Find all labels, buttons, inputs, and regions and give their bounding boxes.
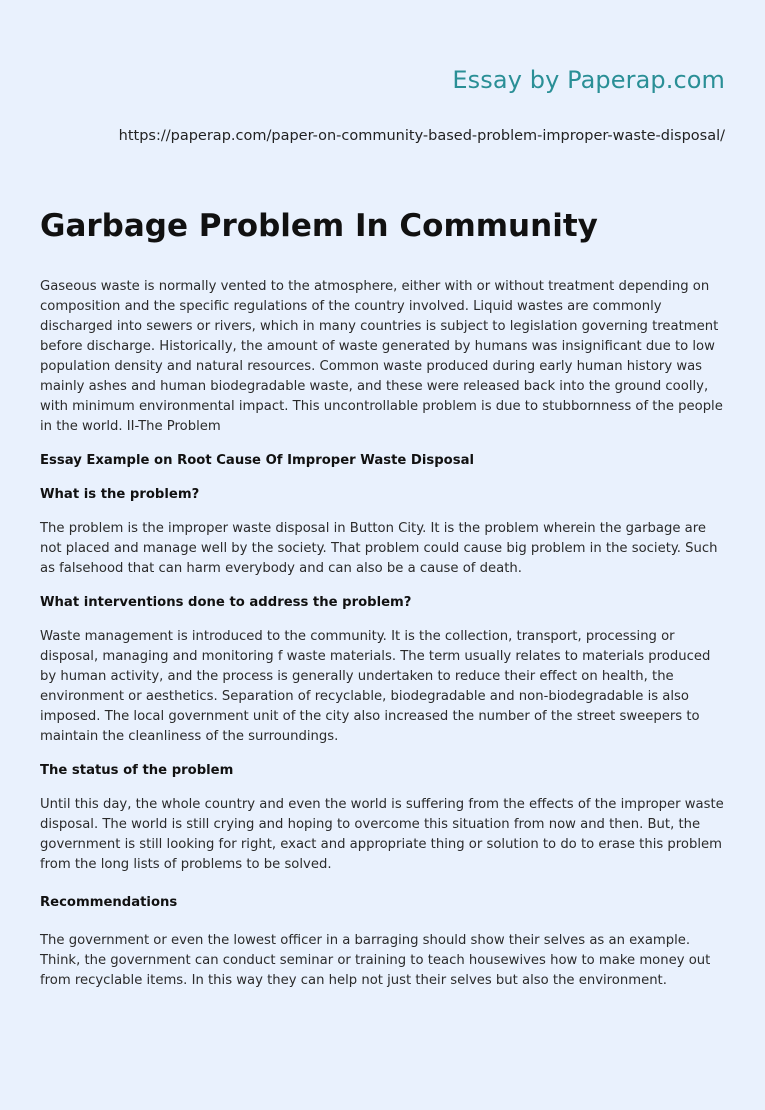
section-body-interventions: Waste management is introduced to the community. It is the collection, transport, processing or disposal, managing and monitoring f waste materials. The term usually relates to materials produced by human activity, and the process is generally undertaken to reduce their effect on health, the environment or aesthetics. Separation of recyclable, biodegradable and non-biodegradable is also imposed. The local government unit of the city also increased the number of the street sweepers to maintain the cleanliness of the surroundings. — [40, 629, 711, 744]
essay-body — [40, 277, 726, 991]
section-heading-recommendations: Recommendations — [40, 895, 178, 910]
section-heading-problem: What is the problem? — [40, 487, 200, 502]
section-body-problem: The problem is the improper waste disposal in Button City. It is the problem wherein the garbage are not placed and manage well by the society. That problem could cause big problem in the society. Such as falsehood that can harm everybody and can also be a cause of death. — [40, 521, 718, 576]
intro-paragraph: Gaseous waste is normally vented to the atmosphere, either with or without treatment depending on composition and the specific regulations of the country involved. Liquid wastes are commonly discharged into sewers or rivers, which in many countries is subject to legislation governing treatment before discharge. Historically, the amount of waste generated by humans was insignificant due to low population density and natural resources. Common waste produced during early human history was mainly ashes and human biodegradable waste, and these were released back into the ground coolly, with minimum environmental impact. This uncontrollable problem is due to stubbornness of the people in the world. II-The Problem — [40, 279, 723, 434]
section-heading-status: The status of the problem — [40, 763, 234, 778]
section-body-recommendations: The government or even the lowest officer in a barraging should show their selves as an example. Think, the government can conduct seminar or training to teach housewives how to make money out from recyclable items. In this way they can help not just their selves but also the environment. — [40, 933, 711, 988]
essay-title: Garbage Problem In Community — [40, 208, 598, 244]
section-heading-interventions: What interventions done to address the problem? — [40, 595, 412, 610]
source-url-link[interactable]: https://paperap.com/paper-on-community-based-problem-improper-waste-disposal/ — [118, 128, 725, 144]
section-body-status: Until this day, the whole country and even the world is suffering from the effects of the improper waste disposal. The world is still crying and hoping to overcome this situation from now and then. But, the government is still looking for right, exact and appropriate thing or solution to do to erase this problem from the long lists of problems to be solved. — [40, 797, 724, 872]
example-heading: Essay Example on Root Cause Of Improper Waste Disposal — [40, 453, 475, 468]
site-brand-link[interactable]: Essay by Paperap.com — [452, 66, 725, 94]
